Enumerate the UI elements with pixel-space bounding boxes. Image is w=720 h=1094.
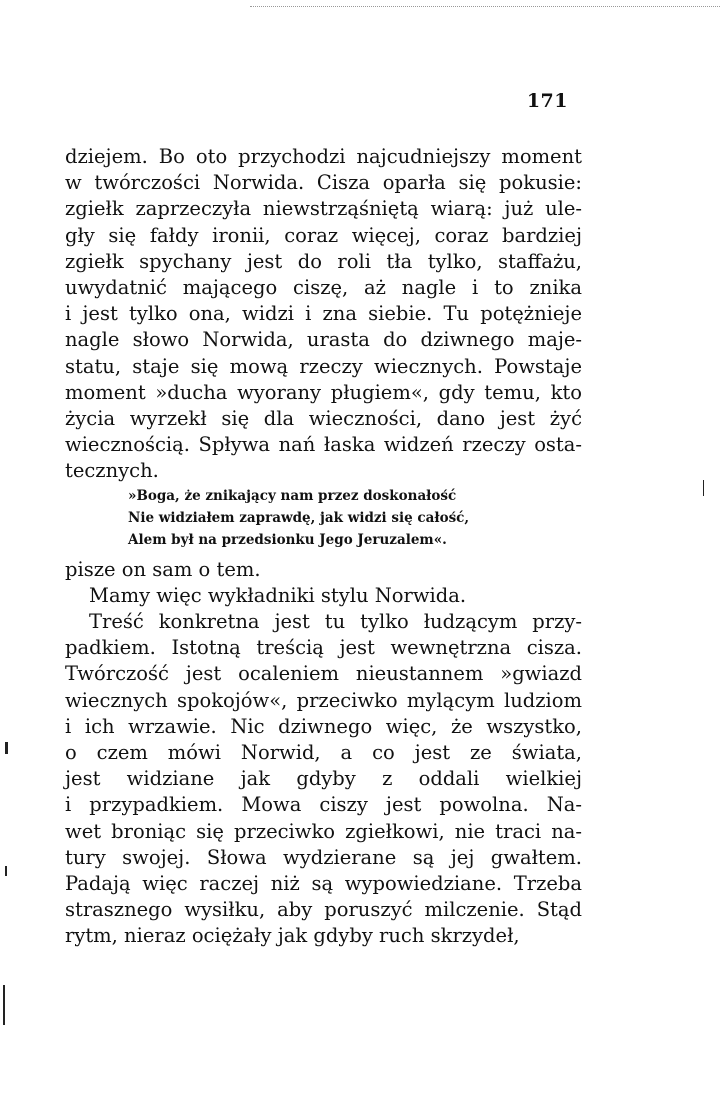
paragraph-3 [65,583,582,609]
text-line: o czem mówi Norwid, a co jest ze świata, [65,740,582,764]
text-line: strasznego wysiłku, aby poruszyć milczenie. Stąd [65,898,582,922]
text-line: moment »ducha wyorany pługiem«, gdy temu, kto [65,380,582,404]
text-line: i ich wrzawie. Nic dziwnego więc, że wszystko, [65,714,582,738]
text-line: tecznych. [65,459,159,483]
text-line: dziejem. Bo oto przychodzi najcudniejszy moment [65,145,582,168]
page-number: 171 [526,90,568,112]
text-line: życia wyrzekł się dla wieczności, dano jest żyć [65,406,582,430]
text-line: wiecznych spokojów«, przeciwko mylącym ludziom [65,688,582,712]
text-line: padkiem. Istotną treścią jest wewnętrzna cisza. [65,636,582,660]
paragraph-1 [65,144,582,484]
verse-line: Nie widziałem zaprawdę, jak widzi się całość, [128,510,470,526]
text-line: nagle słowo Norwida, urasta do dziwnego maje- [65,328,582,352]
paragraph-2 [65,557,582,583]
verse-quote [128,485,469,551]
right-edge-mark [703,480,704,496]
verse-line: Alem był na przedsionku Jego Jeruzalem«. [128,532,447,548]
text-line: wet broniąc się przeciwko zgiełkowi, nie traci na- [65,819,582,843]
text-line: jest widziane jak gdyby z oddali wielkiej [65,767,582,791]
text-line: zgiełk spychany jest do roli tła tylko, staffażu, [65,249,582,273]
text-line: w twórczości Norwida. Cisza oparła się pokusie: [65,171,582,195]
text-line: pisze on sam o tem. [65,558,261,581]
text-line: Treść konkretna jest tu tylko łudzącym przy- [89,610,582,633]
text-line: i przypadkiem. Mowa ciszy jest powolna. Na- [65,793,582,817]
text-line: statu, staje się mową rzeczy wiecznych. Powstaje [65,354,582,378]
text-line: Padają więc raczej niż są wypowiedziane. Trzeba [65,871,582,895]
text-line: gły się fałdy ironii, coraz więcej, coraz bardziej [65,223,582,247]
paragraph-4 [65,609,582,949]
left-edge-mark [5,742,8,754]
text-line: tury swojej. Słowa wydzierane są jej gwałtem. [65,845,582,869]
text-line: rytm, nieraz ociężały jak gdyby ruch skrzydeł, [65,924,520,948]
text-line: zgiełk zaprzeczyła niewstrząśniętą wiarą: już ule- [65,197,582,221]
text-line: Mamy więc wykładniki stylu Norwida. [89,584,467,607]
left-edge-mark [3,985,5,1025]
text-line: Twórczość jest ocaleniem nieustannem »gwiazd [65,662,582,686]
text-line: uwydatnić mającego ciszę, aż nagle i to znika [65,275,582,299]
top-edge-artifact [250,6,720,7]
left-edge-mark [5,866,7,876]
text-line: wiecznością. Spływa nań łaska widzeń rzeczy osta- [65,433,582,457]
text-line: i jest tylko ona, widzi i zna siebie. Tu potężnieje [65,302,582,326]
verse-line: »Boga, że znikający nam przez doskonałość [128,488,457,504]
